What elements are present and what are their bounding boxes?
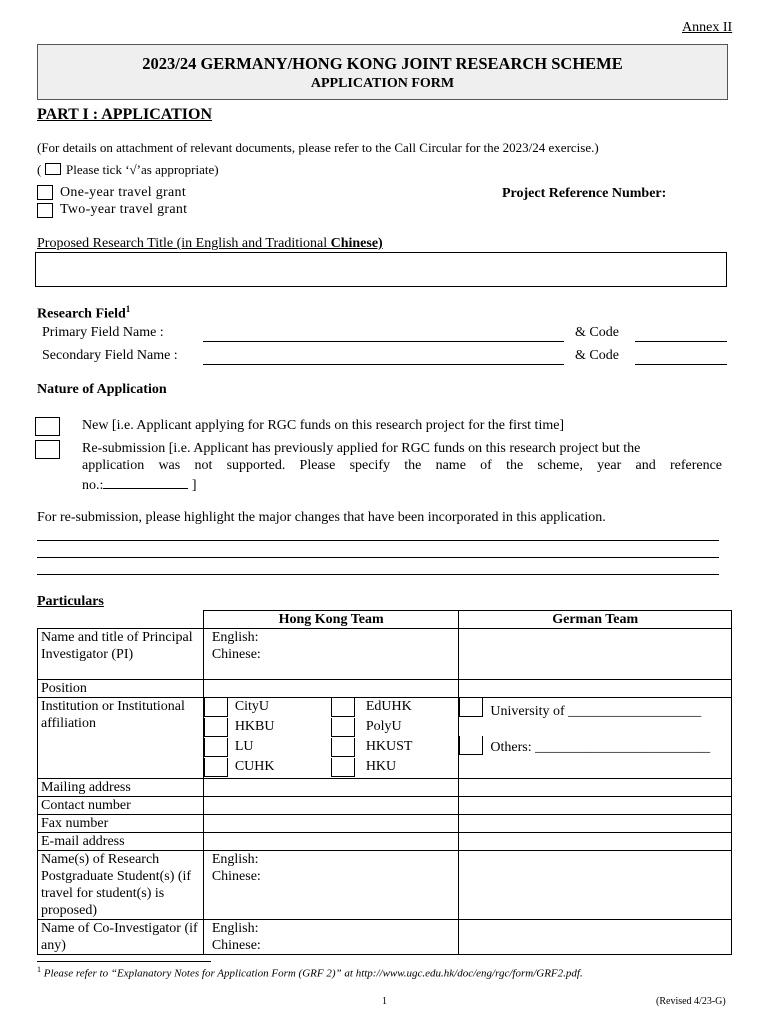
resubmission-checkbox[interactable] xyxy=(35,440,60,459)
changes-line-2[interactable] xyxy=(37,557,719,558)
footnote-divider xyxy=(37,961,211,962)
project-ref-label: Project Reference Number: xyxy=(502,186,667,201)
secondary-field-label: Secondary Field Name : xyxy=(42,348,178,363)
secondary-field-input[interactable] xyxy=(203,364,564,365)
hk-pi-chinese: Chinese: xyxy=(211,647,261,662)
resubmission-label-line3 xyxy=(82,476,197,494)
lu-checkbox[interactable] xyxy=(204,738,228,757)
footnote-text: Please refer to “Explanatory Notes for Application Form (GRF 2)” at http://www.ugc.edu.hk/doc/eng/rgc/form/GRF2.pdf. xyxy=(43,967,583,980)
german-mailing-cell[interactable] xyxy=(459,779,732,797)
fax-label: Fax number xyxy=(38,815,204,833)
hkbu-checkbox[interactable] xyxy=(204,718,228,737)
table-row xyxy=(38,833,732,851)
german-email-cell[interactable] xyxy=(459,833,732,851)
research-title-label-plain: Proposed Research Title (in English and Traditional xyxy=(37,236,331,251)
table-row xyxy=(38,797,732,815)
details-note: (For details on attachment of relevant documents, please refer to the Call Circular for the 2023/24 exercise.) xyxy=(37,140,599,155)
german-others-label: Others: _________________________ xyxy=(490,740,711,755)
footnote xyxy=(37,965,583,980)
german-position-cell[interactable] xyxy=(459,680,732,698)
eduhk-checkbox[interactable] xyxy=(331,698,355,717)
resub-ref-input[interactable] xyxy=(103,476,188,489)
german-university-checkbox[interactable] xyxy=(459,698,483,717)
german-coi-cell[interactable] xyxy=(459,920,732,955)
hk-mailing-cell[interactable] xyxy=(203,779,459,797)
annex-label: Annex II xyxy=(682,20,733,35)
german-university-label: University of ___________________ xyxy=(490,704,702,719)
cityu-label: CityU xyxy=(234,699,270,714)
particulars-table xyxy=(37,610,732,955)
polyu-label: PolyU xyxy=(365,719,402,734)
german-team-header: German Team xyxy=(459,611,732,629)
institution-label: Institution or Institutional affiliation xyxy=(38,698,204,779)
students-label: Name(s) of Research Postgraduate Student(s) (if travel for student(s) is proposed) xyxy=(38,851,204,920)
table-row xyxy=(38,680,732,698)
resub-ref-suffix: ] xyxy=(188,478,197,493)
german-institution-options xyxy=(459,698,731,778)
hk-students-chinese: Chinese: xyxy=(211,869,261,884)
hk-contact-cell[interactable] xyxy=(203,797,459,815)
primary-field-label: Primary Field Name : xyxy=(42,325,164,340)
form-header xyxy=(37,44,728,100)
hk-pi-cell[interactable] xyxy=(203,629,459,680)
research-title-label xyxy=(37,236,383,252)
research-field-heading xyxy=(37,304,130,323)
german-fax-cell[interactable] xyxy=(459,815,732,833)
secondary-code-input[interactable] xyxy=(635,364,727,365)
coi-label: Name of Co-Investigator (if any) xyxy=(38,920,204,955)
resubmission-label-line1: Re-submission [i.e. Applicant has previously applied for RGC funds on this research project but the xyxy=(82,441,641,456)
hku-checkbox[interactable] xyxy=(331,758,355,777)
research-title-input[interactable] xyxy=(35,252,727,287)
lu-label: LU xyxy=(234,739,254,754)
one-year-grant-label: One-year travel grant xyxy=(60,185,187,200)
email-label: E-mail address xyxy=(38,833,204,851)
german-students-cell[interactable] xyxy=(459,851,732,920)
revised-note: (Revised 4/23-G) xyxy=(656,996,726,1007)
research-title-label-bold: Chinese) xyxy=(330,236,383,251)
table-row xyxy=(38,815,732,833)
footnote-number: 1 xyxy=(37,965,41,974)
one-year-grant-checkbox[interactable] xyxy=(37,185,53,200)
hkbu-label: HKBU xyxy=(234,719,275,734)
table-row xyxy=(38,698,732,779)
german-institution-cell xyxy=(459,698,732,779)
resub-ref-prefix: no.: xyxy=(82,478,104,493)
hk-coi-cell[interactable] xyxy=(203,920,459,955)
table-row xyxy=(38,779,732,797)
page-number: 1 xyxy=(382,996,387,1007)
form-subtitle: APPLICATION FORM xyxy=(310,76,455,91)
new-application-label: New [i.e. Applicant applying for RGC funds on this research project for the first time] xyxy=(82,418,565,433)
hk-email-cell[interactable] xyxy=(203,833,459,851)
hkust-label: HKUST xyxy=(365,739,413,754)
hk-students-english: English: xyxy=(211,852,259,867)
cuhk-checkbox[interactable] xyxy=(204,758,228,777)
tick-example-checkbox xyxy=(45,163,61,175)
resubmission-label-line2: application was not supported. Please specify the name of the scheme, year and reference xyxy=(82,458,722,473)
table-row xyxy=(38,851,732,920)
primary-field-input[interactable] xyxy=(203,341,564,342)
hk-students-cell[interactable] xyxy=(203,851,459,920)
nature-heading: Nature of Application xyxy=(37,382,167,397)
table-row xyxy=(38,629,732,680)
research-field-heading-text: Research Field xyxy=(37,306,126,322)
hk-fax-cell[interactable] xyxy=(203,815,459,833)
particulars-heading: Particulars xyxy=(37,594,104,609)
polyu-checkbox[interactable] xyxy=(331,718,355,737)
primary-code-input[interactable] xyxy=(635,341,727,342)
secondary-code-label: & Code xyxy=(575,348,619,363)
hk-coi-chinese: Chinese: xyxy=(211,938,261,953)
cityu-checkbox[interactable] xyxy=(204,698,228,717)
table-row xyxy=(38,920,732,955)
hk-pi-english: English: xyxy=(211,630,259,645)
resubmission-note: For re-submission, please highlight the major changes that have been incorporated in this application. xyxy=(37,510,606,525)
german-others-checkbox[interactable] xyxy=(459,736,483,755)
hk-coi-english: English: xyxy=(211,921,259,936)
tick-note: Please tick ‘√’as appropriate) xyxy=(66,162,219,177)
german-contact-cell[interactable] xyxy=(459,797,732,815)
cuhk-label: CUHK xyxy=(234,759,275,774)
mailing-label: Mailing address xyxy=(38,779,204,797)
hk-institution-cell xyxy=(203,698,459,779)
position-label: Position xyxy=(38,680,204,698)
hk-institution-options xyxy=(204,698,459,778)
two-year-grant-label: Two-year travel grant xyxy=(60,202,188,217)
form-title: 2023/24 GERMANY/HONG KONG JOINT RESEARCH SCHEME xyxy=(142,54,623,73)
hkust-checkbox[interactable] xyxy=(331,738,355,757)
changes-line-1[interactable] xyxy=(37,540,719,541)
research-field-footnote-ref: 1 xyxy=(125,304,131,314)
changes-line-3[interactable] xyxy=(37,574,719,575)
two-year-grant-checkbox[interactable] xyxy=(37,203,53,218)
german-pi-cell[interactable] xyxy=(459,629,732,680)
new-application-checkbox[interactable] xyxy=(35,417,60,436)
pi-label: Name and title of Principal Investigator (PI) xyxy=(38,629,204,680)
hku-label: HKU xyxy=(365,759,397,774)
eduhk-label: EdUHK xyxy=(365,699,412,714)
contact-label: Contact number xyxy=(38,797,204,815)
part-title: PART I : APPLICATION xyxy=(37,106,213,123)
hk-position-cell[interactable] xyxy=(203,680,459,698)
hk-team-header: Hong Kong Team xyxy=(203,611,459,629)
blank-header-cell xyxy=(38,611,204,629)
primary-code-label: & Code xyxy=(575,325,619,340)
table-header-row xyxy=(38,611,732,629)
tick-note-open: ( xyxy=(37,162,42,177)
